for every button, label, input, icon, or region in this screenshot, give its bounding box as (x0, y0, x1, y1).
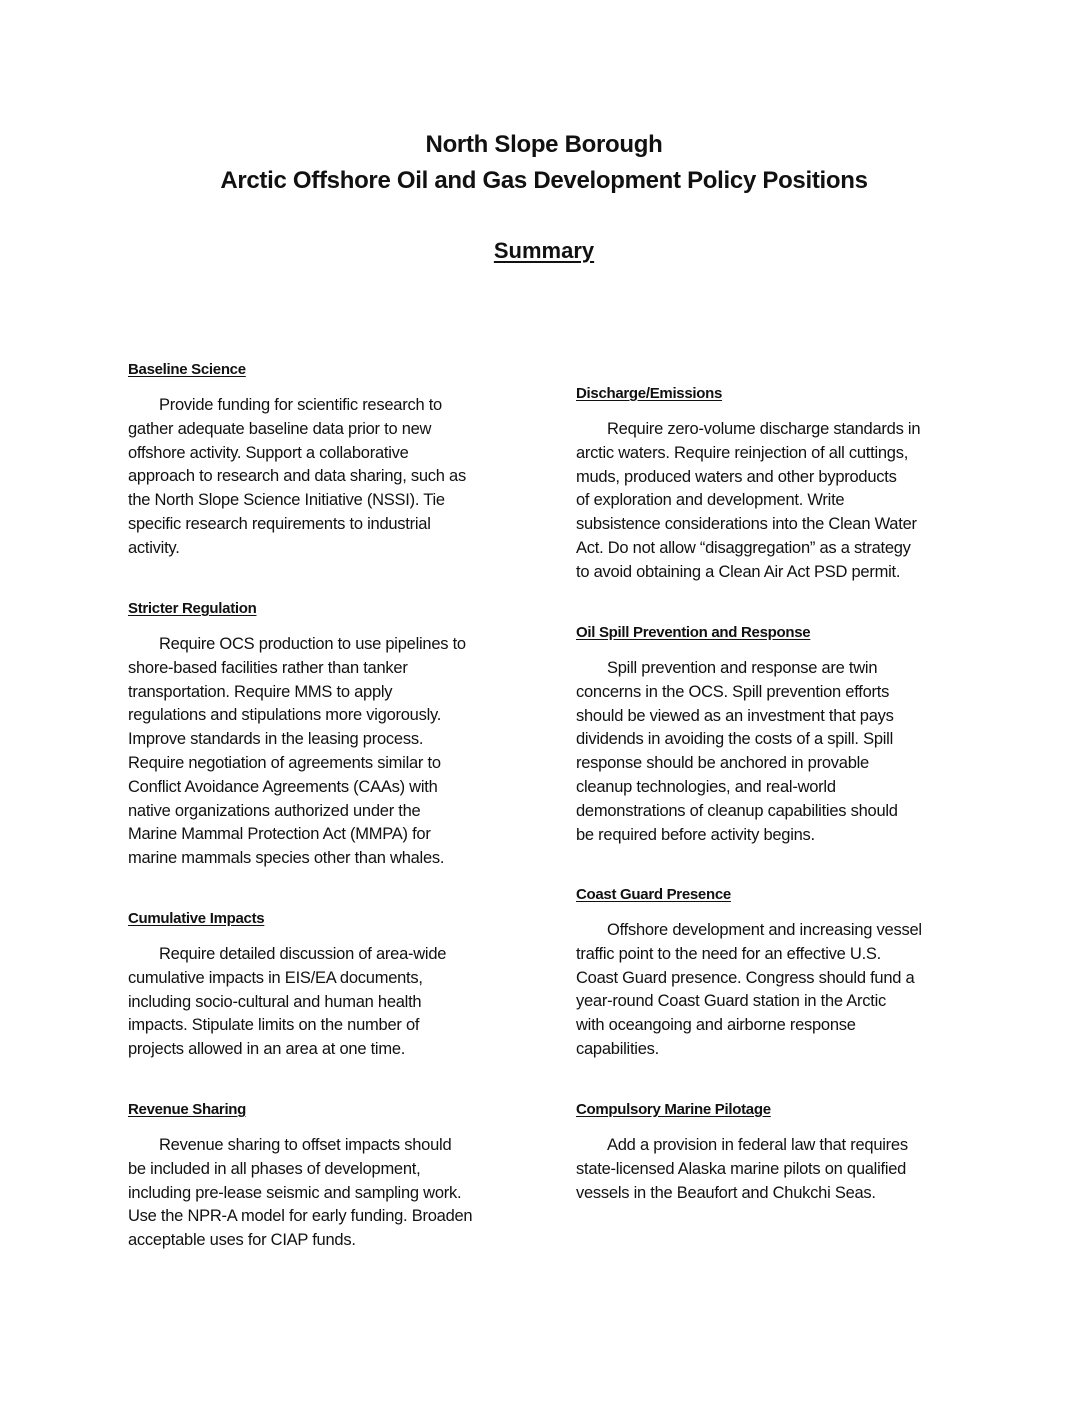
summary-heading: Summary (493, 238, 595, 263)
section-body (576, 1134, 986, 1205)
section-heading: Stricter Regulation (128, 600, 257, 617)
text-line: muds, produced waters and other byproducts (576, 467, 897, 486)
text-line: regulations and stipulations more vigorously. (128, 706, 442, 725)
text-line: projects allowed in an area at one time. (128, 1040, 406, 1059)
section-heading: Cumulative Impacts (128, 910, 265, 927)
text-line: cleanup technologies, and real-world (576, 777, 836, 796)
text-line: Require OCS production to use pipelines to (159, 635, 466, 653)
text-line: Act. Do not allow “disaggregation” as a strategy (576, 538, 911, 557)
text-line: impacts. Stipulate limits on the number of (128, 1016, 420, 1035)
text-line: be required before activity begins. (576, 825, 815, 844)
text-line: gather adequate baseline data prior to new (128, 419, 432, 438)
text-line: state-licensed Alaska marine pilots on qualified (576, 1159, 907, 1178)
section-heading: Revenue Sharing (128, 1101, 247, 1118)
text-line: Add a provision in federal law that requires (607, 1136, 908, 1154)
text-line: shore-based facilities rather than tanker (128, 658, 408, 677)
text-line: transportation. Require MMS to apply (128, 682, 393, 701)
text-line: traffic point to the need for an effective U.S. (576, 944, 881, 963)
text-line: capabilities. (576, 1039, 659, 1058)
section-body (128, 633, 538, 871)
text-line: be included in all phases of development, (128, 1159, 421, 1178)
section-compulsory-marine-pilotage (576, 1101, 986, 1205)
text-line: Require negotiation of agreements similar to (128, 753, 441, 772)
text-line: native organizations authorized under the (128, 801, 421, 820)
section-oil-spill-prevention (576, 624, 986, 847)
text-line: response should be anchored in provable (576, 754, 869, 773)
document-title: North Slope Borough (425, 131, 663, 158)
text-line: year-round Coast Guard station in the Arctic (576, 992, 886, 1011)
text-line: concerns in the OCS. Spill prevention efforts (576, 682, 890, 701)
text-line: Use the NPR-A model for early funding. Broaden (128, 1207, 473, 1226)
text-line: Require zero-volume discharge standards in (607, 420, 921, 438)
text-line: including socio-cultural and human health (128, 992, 422, 1011)
section-stricter-regulation (128, 600, 538, 871)
text-line: activity. (128, 538, 180, 557)
text-line: specific research requirements to industrial (128, 514, 431, 533)
section-coast-guard-presence (576, 886, 986, 1062)
text-line: offshore activity. Support a collaborative (128, 443, 409, 462)
text-line: marine mammals species other than whales. (128, 849, 445, 868)
section-heading: Baseline Science (128, 361, 246, 378)
text-line: Spill prevention and response are twin (607, 659, 878, 677)
text-line: cumulative impacts in EIS/EA documents, (128, 968, 423, 987)
section-heading: Compulsory Marine Pilotage (576, 1101, 771, 1118)
text-line: with oceangoing and airborne response (576, 1016, 856, 1035)
section-body (576, 418, 986, 585)
section-body (128, 394, 538, 561)
text-line: vessels in the Beaufort and Chukchi Seas. (576, 1183, 876, 1202)
text-line: dividends in avoiding the costs of a spill. Spill (576, 730, 894, 749)
text-line: Provide funding for scientific research to (159, 396, 442, 414)
section-baseline-science (128, 361, 538, 561)
document-subtitle: Arctic Offshore Oil and Gas Development Policy Positions (220, 167, 868, 194)
text-line: the North Slope Science Initiative (NSSI). Tie (128, 491, 445, 510)
section-discharge-emissions (576, 385, 986, 585)
text-line: Conflict Avoidance Agreements (CAAs) with (128, 777, 438, 796)
text-line: of exploration and development. Write (576, 491, 845, 510)
section-revenue-sharing (128, 1101, 538, 1253)
section-body (576, 657, 986, 847)
text-line: Offshore development and increasing vessel (607, 921, 922, 939)
text-line: Coast Guard presence. Congress should fund a (576, 968, 915, 987)
text-line: demonstrations of cleanup capabilities should (576, 801, 898, 820)
section-heading: Coast Guard Presence (576, 886, 731, 903)
text-line: acceptable uses for CIAP funds. (128, 1231, 356, 1250)
text-line: should be viewed as an investment that pays (576, 706, 894, 725)
section-body (576, 919, 986, 1062)
text-line: subsistence considerations into the Clean Water (576, 515, 917, 534)
section-heading: Oil Spill Prevention and Response (576, 624, 811, 641)
section-cumulative-impacts (128, 910, 538, 1062)
text-line: arctic waters. Require reinjection of all cuttings, (576, 443, 909, 462)
text-line: including pre-lease seismic and sampling work. (128, 1183, 462, 1202)
text-line: Require detailed discussion of area-wide (159, 945, 447, 963)
section-heading: Discharge/Emissions (576, 385, 723, 402)
section-body (128, 1134, 538, 1253)
text-line: Marine Mammal Protection Act (MMPA) for (128, 825, 431, 844)
text-line: approach to research and data sharing, such as (128, 467, 466, 486)
text-line: Improve standards in the leasing process. (128, 730, 424, 749)
section-body (128, 943, 538, 1062)
text-line: to avoid obtaining a Clean Air Act PSD permit. (576, 562, 901, 581)
text-line: Revenue sharing to offset impacts should (159, 1136, 452, 1154)
